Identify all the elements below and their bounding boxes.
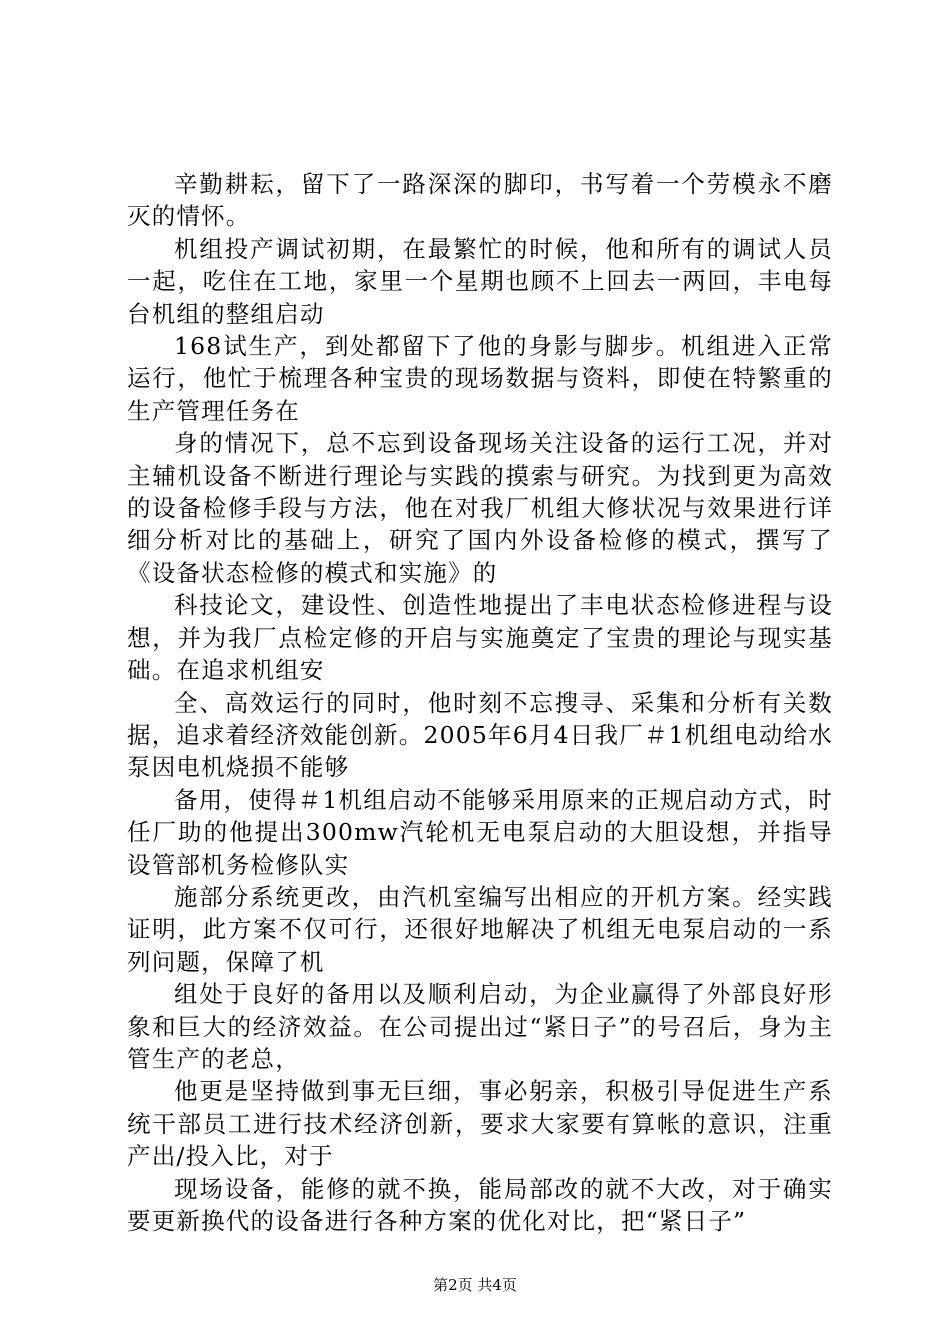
body-text bbox=[127, 168, 833, 1237]
paragraph: 机组投产调试初期，在最繁忙的时候，他和所有的调试人员一起，吃住在工地，家里一个星期也顾不上回去一两回，丰电每台机组的整组启动 bbox=[127, 234, 833, 328]
paragraph: 168试生产，到处都留下了他的身影与脚步。机组进入正常运行，他忙于梳理各种宝贵的现场数据与资料，即使在特繁重的生产管理任务在 bbox=[127, 332, 833, 425]
page-number-footer: 第2页 共4页 bbox=[433, 1276, 517, 1294]
paragraph: 组处于良好的备用以及顺利启动，为企业赢得了外部良好形象和巨大的经济效益。在公司提出过“紧日子”的号召后，身为主管生产的老总， bbox=[127, 980, 833, 1073]
paragraph: 辛勤耕耘，留下了一路深深的脚印，书写着一个劳模永不磨灭的情怀。 bbox=[127, 170, 833, 231]
paragraph: 全、高效运行的同时，他时刻不忘搜寻、采集和分析有关数据，追求着经济效能创新。2005年6月4日我厂＃1机组电动给水泵因电机烧损不能够 bbox=[127, 688, 833, 782]
paragraph: 他更是坚持做到事无巨细，事必躬亲，积极引导促进生产系统干部员工进行技术经济创新，要求大家要有算帐的意识，注重产出/投入比，对于 bbox=[127, 1077, 833, 1171]
paragraph: 施部分系统更改，由汽机室编写出相应的开机方案。经实践证明，此方案不仅可行，还很好地解决了机组无电泵启动的一系列问题，保障了机 bbox=[127, 882, 833, 976]
paragraph: 现场设备，能修的就不换，能局部改的就不大改，对于确实要更新换代的设备进行各种方案的优化对比，把“紧日子” bbox=[127, 1174, 833, 1235]
paragraph: 身的情况下，总不忘到设备现场关注设备的运行工况，并对主辅机设备不断进行理论与实践的摸索与研究。为找到更为高效的设备检修手段与方法，他在对我厂机组大修状况与效果进行详细分析对比的基础上，研究了国内外设备检修的模式，撰写了《设备状态检修的模式和实施》的 bbox=[127, 429, 833, 587]
paragraph: 科技论文，建设性、创造性地提出了丰电状态检修进程与设想，并为我厂点检定修的开启与实施奠定了宝贵的理论与现实基础。在追求机组安 bbox=[127, 591, 833, 685]
paragraph: 备用，使得＃1机组启动不能够采用原来的正规启动方式，时任厂助的他提出300mw汽轮机无电泵启动的大胆设想，并指导设管部机务检修队实 bbox=[127, 785, 833, 879]
